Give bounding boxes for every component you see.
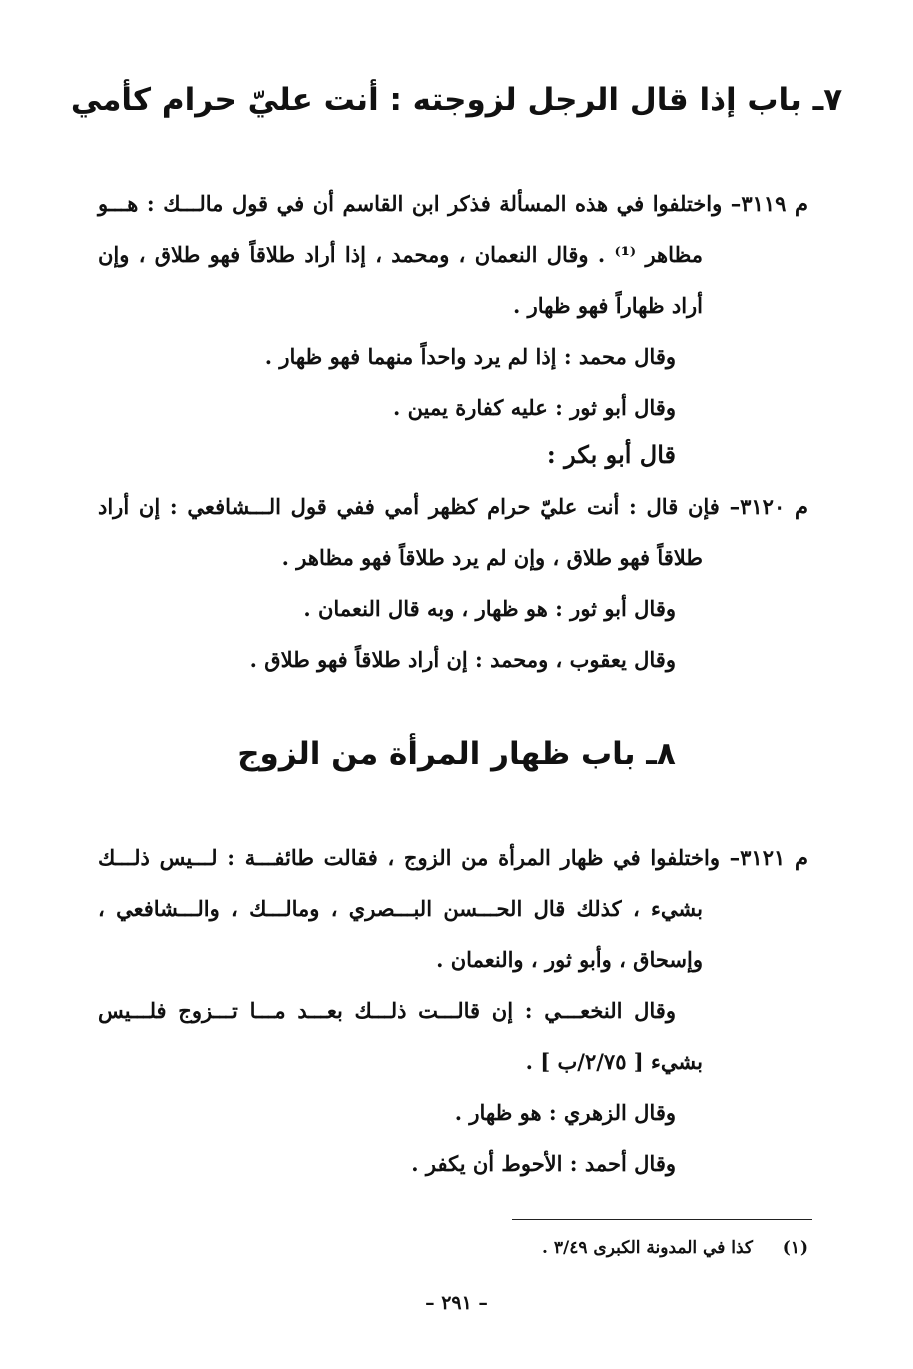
entry-3119-line-2: مظاهر ⁽¹⁾ . وقال النعمان ، ومحمد ، إذا أراد طلاقاً فهو طلاق ، وإن [98, 242, 703, 267]
entry-3119-line-3: أراد ظهاراً فهو ظهار . [513, 293, 703, 318]
entry-3119-line-5: وقال أبو ثور : عليه كفارة يمين . [393, 395, 676, 420]
entry-3121-line-7: وقال أحمد : الأحوط أن يكفر . [411, 1151, 676, 1176]
entry-3120-line-1: م ٣١٢٠– فإن قال : أنت عليّ حرام كظهر أمي ففي قول الـــشافعي : إن أراد [98, 494, 808, 519]
entry-3121-line-2: بشيء ، كذلك قال الحـــسن البـــصري ، ومالـــك ، والـــشافعي ، [98, 896, 703, 921]
entry-3120-line-3: وقال أبو ثور : هو ظهار ، وبه قال النعمان . [303, 596, 676, 621]
footnote-marker: (١) [782, 1238, 808, 1258]
entry-3121-line-1: م ٣١٢١– واختلفوا في ظهار المرأة من الزوج ، فقالت طائفـــة : لـــيس ذلـــك [98, 845, 808, 870]
entry-3121-line-6: وقال الزهري : هو ظهار . [454, 1100, 676, 1125]
entry-3121-line-3: وإسحاق ، وأبو ثور ، والنعمان . [436, 947, 703, 972]
entry-3121-line-4: وقال النخعـــي : إن قالـــت ذلـــك بعـــد مـــا تـــزوج فلـــيس [98, 998, 676, 1023]
entry-3119-line-4: وقال محمد : إذا لم يرد واحداً منهما فهو ظهار . [264, 344, 676, 369]
entry-3120-line-2: طلاقاً فهو طلاق ، وإن لم يرد طلاقاً فهو مظاهر . [281, 545, 703, 570]
footnote-text: كذا في المدونة الكبرى ٣/٤٩ . [542, 1238, 753, 1258]
footnote-divider [512, 1219, 812, 1220]
entry-3121-line-5: بشيء [ ٢/٧٥/ب ] . [525, 1049, 703, 1074]
section-8-heading: ٨ـ باب ظهار المرأة من الزوج [237, 736, 676, 772]
abu-bakr-subheading: قال أبو بكر : [546, 440, 676, 469]
entry-3119-line-1: م ٣١١٩– واختلفوا في هذه المسألة فذكر ابن القاسم أن في قول مالـــك : هـــو [98, 191, 808, 216]
section-7-heading: ٧ـ باب إذا قال الرجل لزوجته : أنت عليّ حرام كأمي [70, 82, 843, 118]
entry-3120-line-4: وقال يعقوب ، ومحمد : إن أراد طلاقاً فهو طلاق . [249, 647, 676, 672]
page-number: – ٢٩١ – [425, 1292, 488, 1314]
